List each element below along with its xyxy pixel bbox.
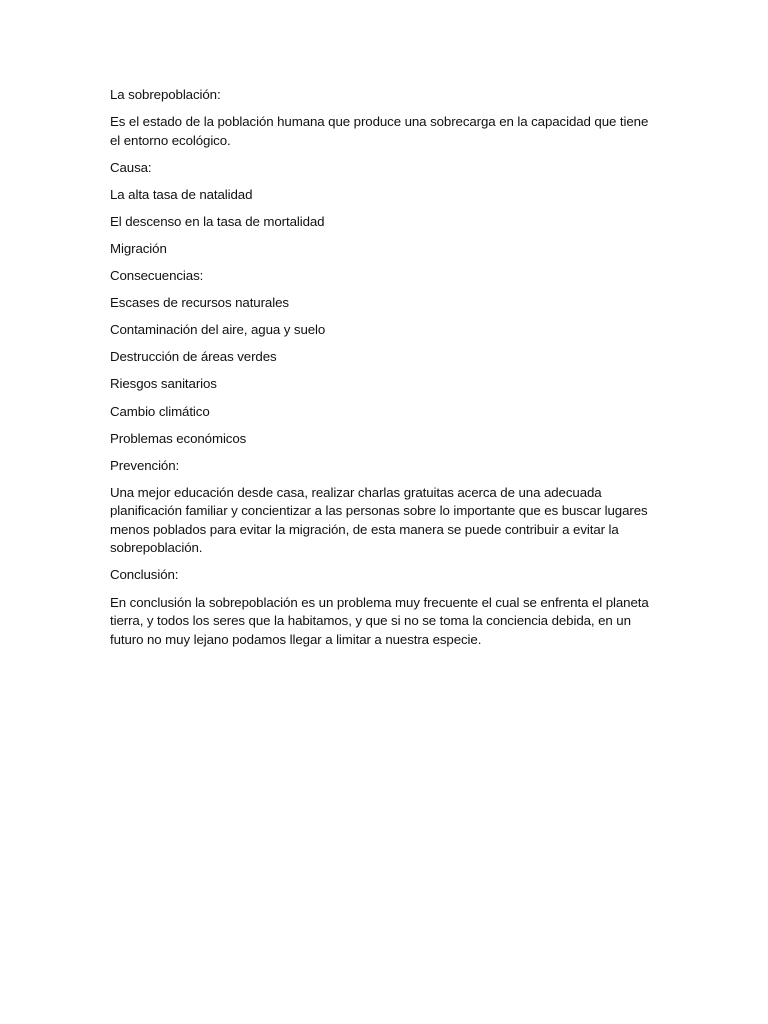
conclusion-heading: Conclusión:: [110, 567, 179, 583]
consequence-item: Problemas económicos: [110, 430, 247, 446]
consequence-item: Cambio climático: [110, 403, 210, 419]
causes-heading: Causa:: [110, 159, 152, 175]
consequence-item: Escases de recursos naturales: [110, 295, 289, 311]
document-title: La sobrepoblación:: [110, 87, 221, 102]
consequence-item: Destrucción de áreas verdes: [110, 349, 277, 365]
prevention-paragraph: Una mejor educación desde casa, realizar charlas gratuitas acerca de una adecuada planificación familiar y concientizar a las personas sobre lo importante que es buscar lugares menos poblados para evitar la migración, de esta manera se puede contribuir a evitar la sobrepoblación.: [110, 484, 648, 556]
cause-item: El descenso en la tasa de mortalidad: [110, 213, 325, 229]
consequences-heading: Consecuencias:: [110, 268, 204, 284]
document-body: [110, 86, 650, 658]
prevention-heading: Prevención:: [110, 457, 180, 473]
cause-item: Migración: [110, 240, 167, 256]
consequence-item: Contaminación del aire, agua y suelo: [110, 322, 326, 338]
cause-item: La alta tasa de natalidad: [110, 186, 253, 202]
conclusion-paragraph: En conclusión la sobrepoblación es un problema muy frecuente el cual se enfrenta el planeta tierra, y todos los seres que la habitamos, y que si no se toma la conciencia debida, en un futuro no muy lejano podamos llegar a limitar a nuestra especie.: [110, 594, 649, 647]
consequence-item: Riesgos sanitarios: [110, 376, 217, 392]
definition-paragraph: Es el estado de la población humana que produce una sobrecarga en la capacidad que tiene el entorno ecológico.: [110, 114, 649, 148]
